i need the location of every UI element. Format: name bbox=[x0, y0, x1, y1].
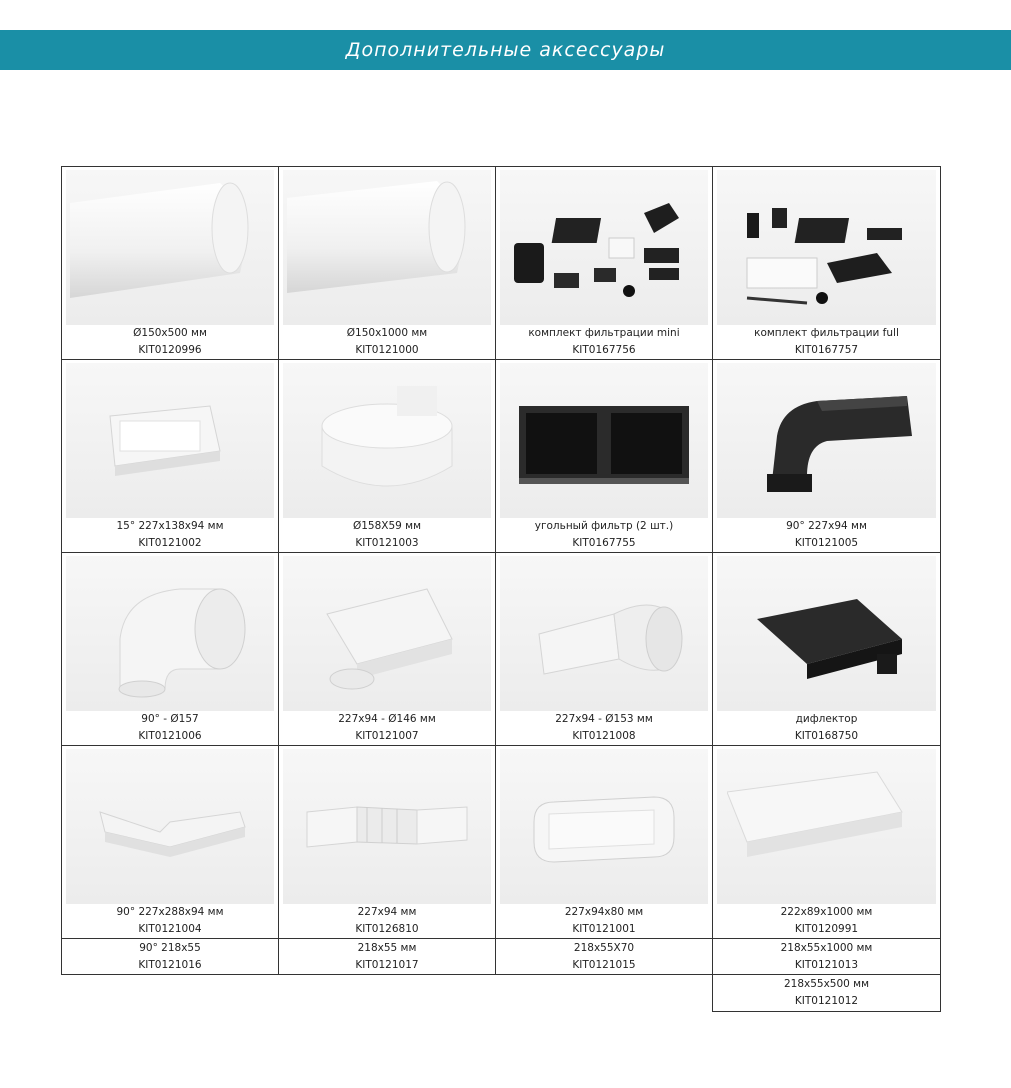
product-cell bbox=[61, 166, 278, 359]
product-code: KIT0121004 bbox=[138, 923, 202, 935]
product-code: KIT0121001 bbox=[572, 923, 636, 935]
product-code: KIT0121002 bbox=[138, 537, 202, 549]
product-cell bbox=[712, 359, 941, 552]
product-name: 222x89x1000 мм bbox=[780, 906, 873, 918]
round-ring-icon bbox=[283, 363, 491, 518]
product-name: 218x55x500 мм bbox=[783, 977, 870, 990]
product-code: KIT0121017 bbox=[355, 958, 419, 971]
product-cell bbox=[712, 745, 941, 938]
product-name: Ø150x500 мм bbox=[133, 327, 207, 339]
product-cell bbox=[278, 359, 495, 552]
filter-kit-mini-icon bbox=[500, 170, 708, 325]
product-cell bbox=[61, 745, 278, 938]
product-cell bbox=[712, 974, 941, 1012]
product-cell bbox=[712, 552, 941, 745]
product-code: KIT0121007 bbox=[355, 730, 419, 742]
product-cell bbox=[712, 938, 941, 974]
rect-round-adapter-icon bbox=[500, 556, 708, 711]
product-cell bbox=[495, 166, 712, 359]
product-name: дифлектор bbox=[795, 713, 858, 725]
rect-sleeve-icon bbox=[500, 749, 708, 904]
product-code: KIT0121012 bbox=[794, 994, 859, 1007]
deflector-icon bbox=[717, 556, 936, 711]
round-pipe-short-icon bbox=[66, 170, 274, 325]
header-banner bbox=[0, 30, 1011, 70]
product-name: 218x55x1000 мм bbox=[780, 941, 873, 954]
round-elbow-icon bbox=[66, 556, 274, 711]
product-cell bbox=[712, 166, 941, 359]
product-code: KIT0121008 bbox=[572, 730, 636, 742]
product-name: Ø150x1000 мм bbox=[346, 327, 428, 339]
product-code: KIT0126810 bbox=[355, 923, 419, 935]
product-name: комплект фильтрации mini bbox=[528, 327, 680, 339]
product-cell bbox=[495, 938, 712, 974]
product-cell bbox=[61, 938, 278, 974]
page-title: Дополнительные аксессуары bbox=[345, 39, 666, 61]
product-row bbox=[61, 359, 941, 552]
product-code: KIT0121016 bbox=[138, 958, 202, 971]
product-cell bbox=[61, 552, 278, 745]
rect-round-elbow-icon bbox=[283, 556, 491, 711]
product-code: KIT0121006 bbox=[138, 730, 202, 742]
product-cell bbox=[495, 745, 712, 938]
product-name: 218x55 мм bbox=[357, 941, 417, 954]
product-name: 227x94 - Ø153 мм bbox=[555, 713, 653, 725]
product-name: 227x94 мм bbox=[357, 906, 417, 918]
product-row bbox=[61, 938, 941, 975]
flexible-duct-icon bbox=[283, 749, 491, 904]
product-table bbox=[61, 166, 941, 975]
product-code: KIT0121003 bbox=[355, 537, 419, 549]
product-name: 90° 227x94 мм bbox=[786, 520, 867, 532]
product-code: KIT0167756 bbox=[572, 344, 636, 356]
product-code: KIT0121013 bbox=[794, 958, 859, 971]
product-name: 227x94x80 мм bbox=[564, 906, 644, 918]
product-code: KIT0121005 bbox=[794, 537, 859, 549]
flat-bend-icon bbox=[66, 749, 274, 904]
round-pipe-long-icon bbox=[283, 170, 491, 325]
product-cell bbox=[495, 359, 712, 552]
carbon-filter-icon bbox=[500, 363, 708, 518]
product-code: KIT0168750 bbox=[794, 730, 859, 742]
rect-connector-icon bbox=[66, 363, 274, 518]
product-name: комплект фильтрации full bbox=[754, 327, 899, 339]
filter-kit-full-icon bbox=[717, 170, 936, 325]
product-name: 90° - Ø157 bbox=[141, 713, 199, 725]
product-name: 227x94 - Ø146 мм bbox=[338, 713, 436, 725]
product-name: Ø158X59 мм bbox=[352, 520, 422, 532]
product-name: 90° 227x288x94 мм bbox=[116, 906, 224, 918]
product-cell bbox=[278, 552, 495, 745]
flat-duct-icon bbox=[717, 749, 936, 904]
product-code: KIT0121015 bbox=[572, 958, 636, 971]
product-cell bbox=[278, 166, 495, 359]
product-cell bbox=[495, 552, 712, 745]
product-code: KIT0167757 bbox=[794, 344, 859, 356]
product-code: KIT0121000 bbox=[355, 344, 419, 356]
product-cell bbox=[278, 938, 495, 974]
product-name: 218x55X70 bbox=[573, 941, 635, 954]
product-row bbox=[61, 552, 941, 745]
product-code: KIT0120991 bbox=[794, 923, 859, 935]
product-code: KIT0167755 bbox=[572, 537, 636, 549]
product-code: KIT0120996 bbox=[138, 344, 202, 356]
product-name: угольный фильтр (2 шт.) bbox=[534, 520, 674, 532]
product-row bbox=[61, 166, 941, 359]
product-name: 15° 227x138x94 мм bbox=[116, 520, 224, 532]
product-cell bbox=[61, 359, 278, 552]
elbow-black-icon bbox=[717, 363, 936, 518]
product-name: 90° 218x55 bbox=[139, 941, 201, 954]
product-cell bbox=[278, 745, 495, 938]
product-row bbox=[61, 745, 941, 938]
